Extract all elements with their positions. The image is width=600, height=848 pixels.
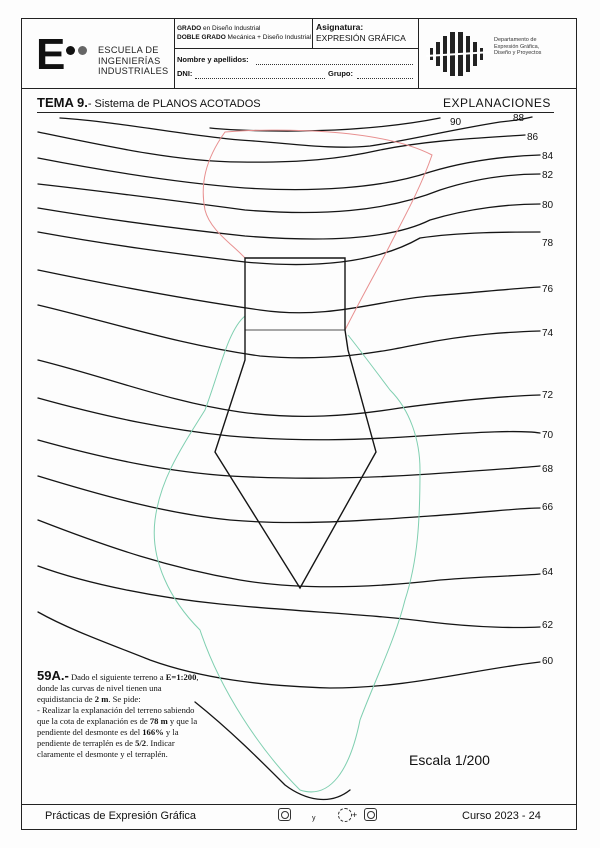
contour-72	[38, 360, 540, 416]
contour-label: 90	[450, 117, 462, 128]
contour-label: 88	[513, 113, 525, 124]
subject-label: Asignatura:	[316, 22, 364, 32]
contour-label: 70	[542, 430, 554, 441]
contour-76	[38, 270, 540, 313]
contour-label: 62	[542, 620, 554, 631]
contour-label: 84	[542, 151, 554, 162]
contour-label: 86	[527, 132, 539, 143]
contour-70	[38, 398, 540, 440]
footer-plus: +	[352, 810, 358, 820]
department-name: Departamento de Expresión Gráfica, Diseño y Proyectos	[494, 37, 542, 56]
contour-78	[38, 232, 540, 265]
contour-82	[38, 174, 540, 213]
license-icon	[364, 808, 377, 821]
contour-64	[38, 520, 540, 587]
contour-label: 74	[542, 328, 554, 339]
license-round-icon	[338, 808, 352, 822]
group-label: Grupo:	[328, 69, 353, 78]
contour-90	[210, 118, 440, 131]
section-title: EXPLANACIONES	[443, 96, 551, 110]
subject-value: EXPRESIÓN GRÁFICA	[316, 33, 406, 43]
contour-label: 82	[542, 170, 554, 181]
contour-label: 76	[542, 284, 554, 295]
contour-86	[38, 132, 525, 162]
footer-divider	[21, 804, 577, 805]
contour-label: 66	[542, 502, 554, 513]
contour-62	[38, 566, 540, 627]
drawing-scale: Escala 1/200	[409, 752, 490, 768]
contour-label: 60	[542, 656, 554, 667]
contour-84	[38, 155, 540, 190]
school-logo: E	[36, 30, 64, 79]
contour-label: 68	[542, 464, 554, 475]
school-name: ESCUELA DE INGENIERÍAS INDUSTRIALES	[98, 45, 169, 76]
contour-label: 78	[542, 238, 554, 249]
license-icon	[278, 808, 291, 821]
footer-course-year: Curso 2023 - 24	[462, 810, 541, 822]
footer-conjunction: y	[312, 815, 316, 822]
footer-course-name: Prácticas de Expresión Gráfica	[45, 810, 197, 822]
contour-label: 72	[542, 390, 554, 401]
problem-statement: 59A.- Dado el siguiente terreno a E=1:200, donde las curvas de nivel tienen una equidistancia de 2 m. Se pide: - Realizar la explanación del terreno sabiendo que la cota de explanación es de 78 m y que la pendiente del desmonte es del 166% y la pendiente de terraplén es de 5/2. Indicar claramente el desmonte y el terraplén.	[37, 668, 199, 759]
contour-label: 80	[542, 200, 554, 211]
contour-label: 64	[542, 567, 554, 578]
contour-58	[195, 702, 350, 799]
name-label: Nombre y apellidos:	[177, 55, 249, 64]
contour-66	[38, 476, 540, 523]
dni-label: DNI:	[177, 69, 193, 78]
contour-88	[60, 117, 532, 147]
contour-68	[38, 440, 540, 478]
degree-info: GRADO en Diseño Industrial DOBLE GRADO Mecánica + Diseño Industrial	[177, 25, 312, 41]
topic-title: TEMA 9.- Sistema de PLANOS ACOTADOS	[37, 95, 261, 110]
